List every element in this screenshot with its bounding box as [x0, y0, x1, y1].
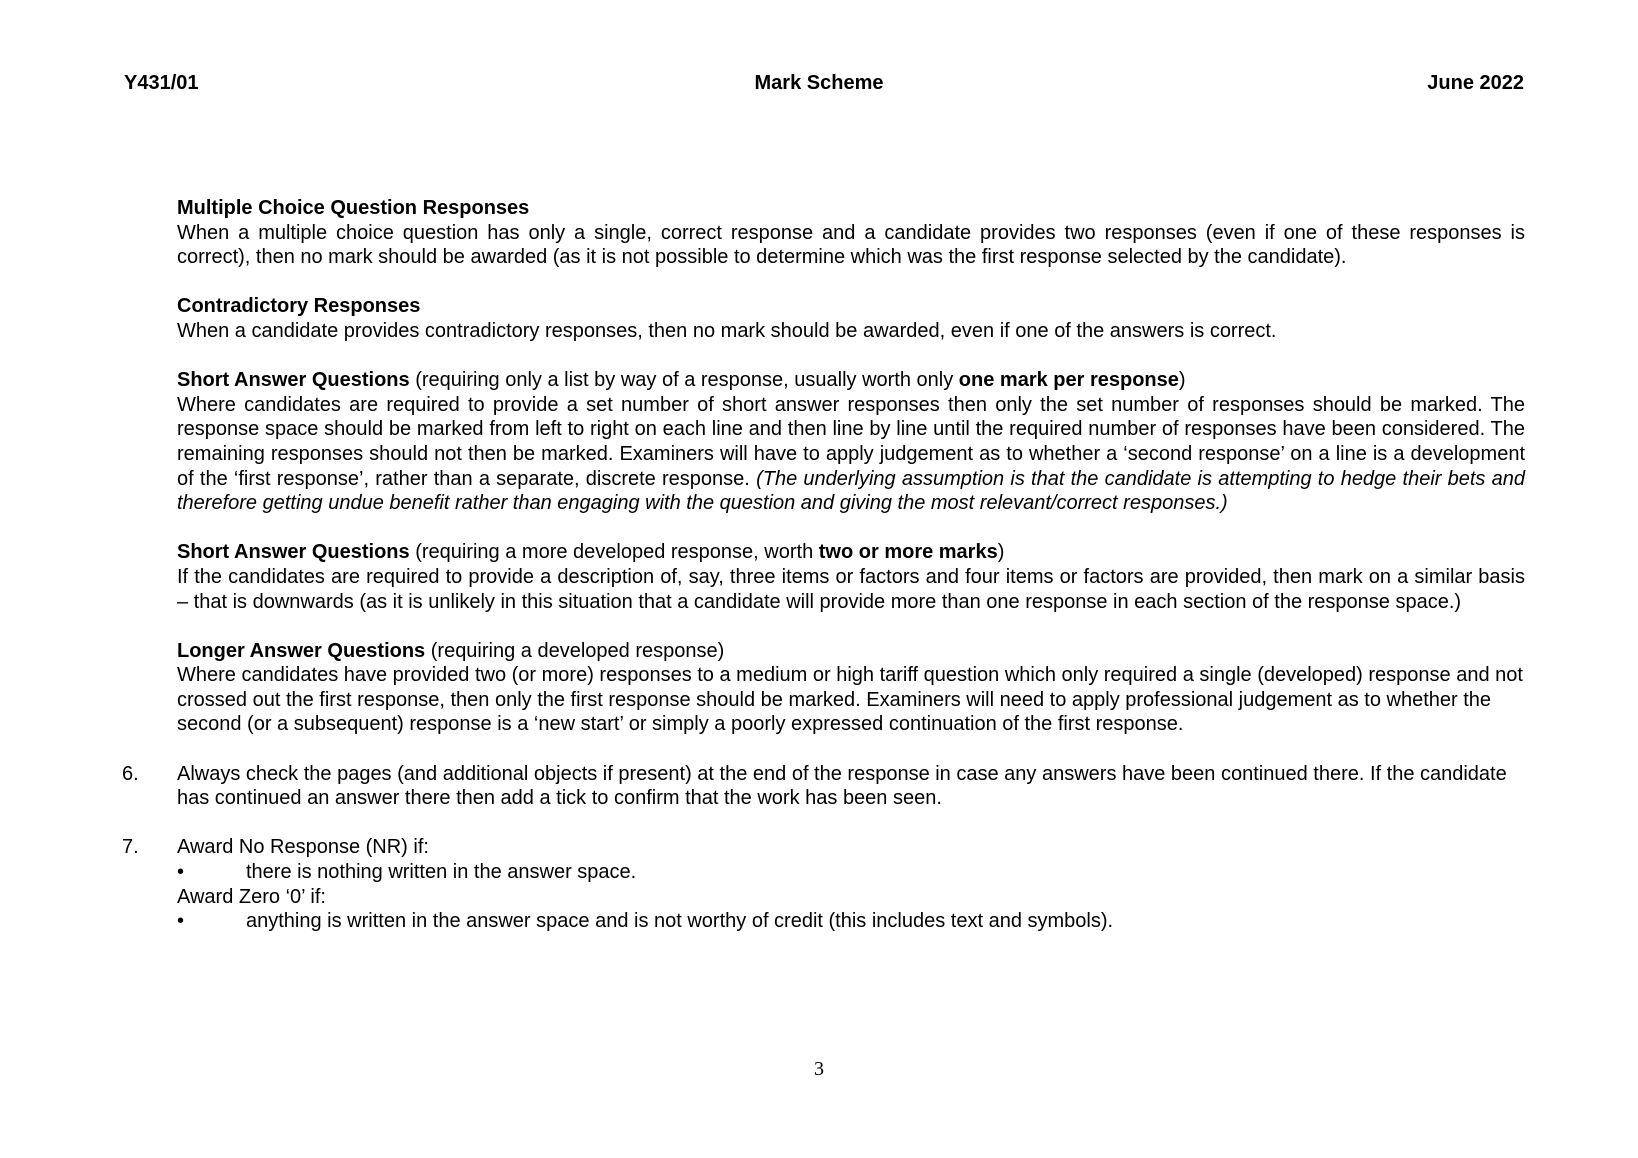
section-qualifier-emphasis: one mark per response	[958, 369, 1179, 392]
section-heading: Short Answer Questions	[177, 369, 410, 392]
section-body-italic: (The underlying assumption is that the candidate is attempting to hedge their bets and therefore getting undue benefit rather than engaging with the question and giving the most relevant/correct responses.)	[177, 467, 1526, 515]
page-number: 3	[814, 1058, 824, 1080]
nr-bullet-item	[177, 860, 1525, 885]
section-short-answer-developed	[177, 540, 1525, 614]
numbered-item-6	[122, 762, 1525, 811]
section-qualifier: (requiring a more developed response, worth	[409, 541, 819, 564]
nr-intro: Award No Response (NR) if:	[177, 836, 429, 859]
numbered-item-7	[122, 835, 1525, 933]
section-mcq	[177, 196, 1525, 270]
zero-bullet-item	[177, 909, 1525, 934]
section-heading: Multiple Choice Question Responses	[177, 197, 530, 219]
section-contradictory	[177, 294, 1525, 343]
item-number: 7.	[122, 836, 139, 859]
section-qualifier-close: )	[1178, 369, 1186, 392]
document-date: June 2022	[1427, 72, 1524, 94]
bullet-glyph: •	[177, 861, 185, 884]
section-body: Where candidates have provided two (or more) responses to a medium or high tariff question which only required a single (developed) response and not crossed out the first response, then only the first response should be marked. Examiners will need to apply professional judgement as to whether the second (or a subsequent) response is a ‘new start’ or simply a poorly expressed continuation of the first response.	[177, 664, 1523, 736]
document-code: Y431/01	[124, 72, 199, 94]
section-qualifier: (requiring only a list by way of a response, usually worth only	[409, 369, 959, 392]
section-qualifier: (requiring a developed response)	[425, 639, 725, 662]
section-heading: Contradictory Responses	[177, 295, 421, 318]
section-heading-line	[177, 639, 1525, 664]
section-qualifier-close: )	[997, 541, 1005, 564]
section-body: When a multiple choice question has only a single, correct response and a candidate provides two responses (even if one of these responses is correct), then no mark should be awarded (as it is not possible to determine which was the first response selected by the candidate).	[177, 221, 1525, 269]
document-title: Mark Scheme	[754, 72, 884, 94]
section-short-answer-list	[177, 368, 1525, 516]
section-heading: Longer Answer Questions	[177, 639, 426, 662]
section-body	[177, 393, 1525, 516]
zero-intro: Award Zero ‘0’ if:	[177, 885, 326, 908]
bullet-text: anything is written in the answer space and is not worthy of credit (this includes text and symbols).	[246, 910, 1114, 933]
section-heading-line	[177, 368, 1525, 393]
main-content	[122, 196, 1526, 958]
section-longer-answer	[177, 639, 1525, 737]
bullet-text: there is nothing written in the answer space.	[246, 861, 637, 884]
section-body: When a candidate provides contradictory responses, then no mark should be awarded, even if one of the answers is correct.	[177, 319, 1277, 342]
section-body: If the candidates are required to provide a description of, say, three items or factors and four items or factors are provided, then mark on a similar basis – that is downwards (as it is unlikely in this situation that a candidate will provide more than one response in each section of the response space.)	[177, 565, 1525, 613]
item-number: 6.	[122, 762, 139, 785]
bullet-glyph: •	[177, 910, 185, 933]
section-qualifier-emphasis: two or more marks	[818, 541, 998, 564]
section-body-text: Where candidates are required to provide a set number of short answer responses then only the set number of responses should be marked. The response space should be marked from left to right on each line and then line by line until the required number of responses have been considered. The remaining responses should not then be marked. Examiners will have to apply judgement as to whether a ‘second response’ on a line is a development of the ‘first response’, rather than a separate, discrete response.	[177, 393, 1525, 490]
item-text: Always check the pages (and additional objects if present) at the end of the response in case any answers have been continued there. If the candidate has continued an answer there then add a tick to confirm that the work has been seen.	[177, 762, 1507, 810]
section-heading: Short Answer Questions	[177, 541, 410, 564]
section-heading-line	[177, 540, 1525, 565]
